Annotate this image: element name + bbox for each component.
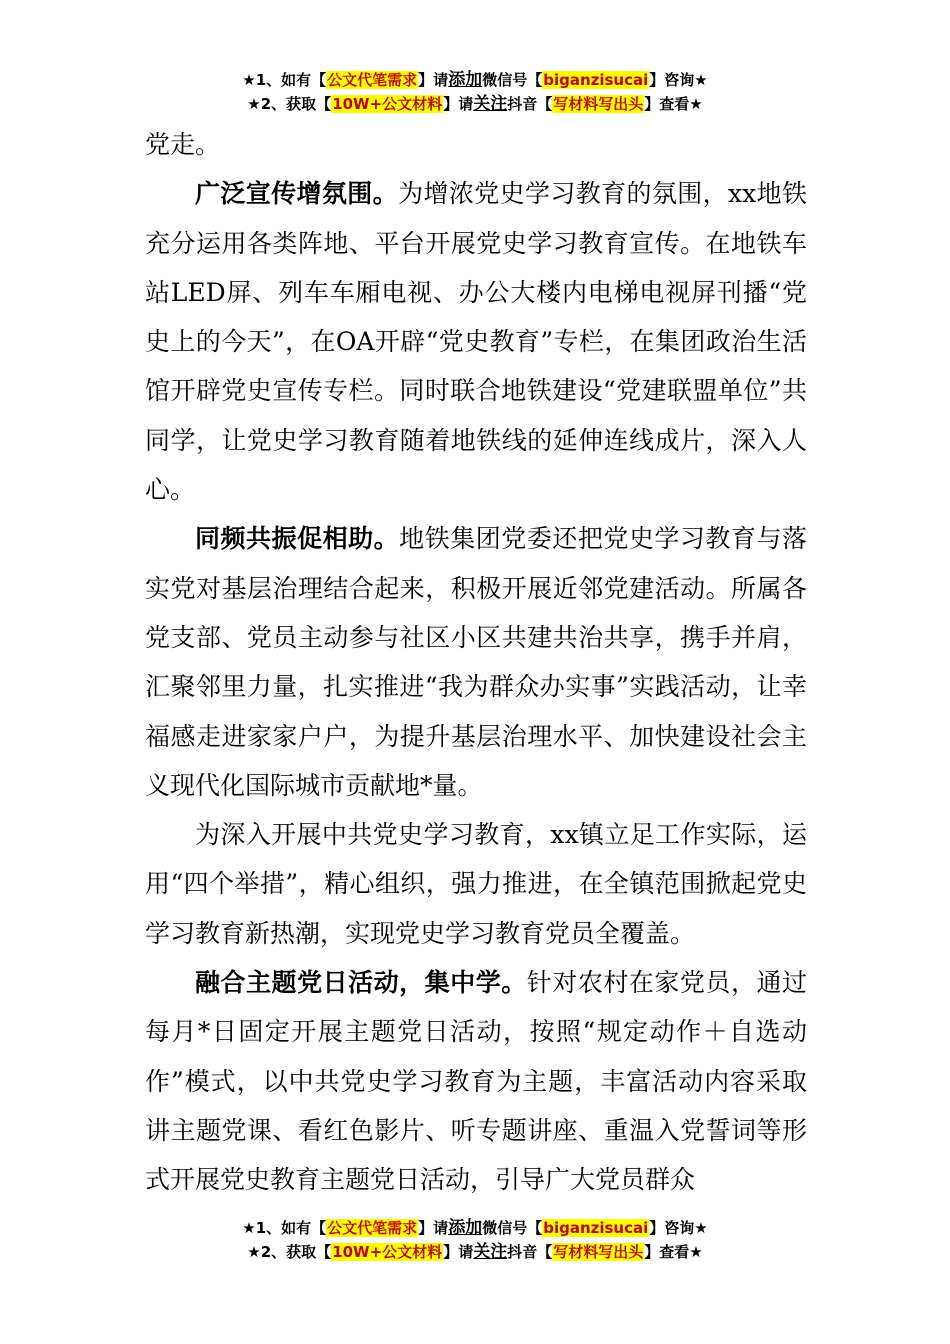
paragraph-resonance: 同频共振促相助。地铁集团党委还把党史学习教育与落实党对基层治理结合起来，积极开展近邻党建活动。所属各党支部、党员主动参与社区小区共建共治共享，携手并肩，汇聚邻里力量，扎实推进“我为群众办实事”实践活动，让幸福感走进家家户户，为提升基层治理水平、加快建设社会主义现代化国际城市贡献地*量。 — [145, 524, 807, 800]
banner-line-2: ★2、获取【10W+公文材料】请关注抖音【写材料写出头】查看★ — [247, 1242, 703, 1262]
paragraph-lead: 同频共振促相助。 — [195, 524, 400, 554]
highlight-douyin: 写材料写出头 — [553, 1243, 644, 1261]
highlight-ghostwriting: 公文代笔需求 — [327, 71, 418, 89]
highlight-douyin: 写材料写出头 — [553, 95, 644, 113]
highlight-materials: 10W+公文材料 — [332, 1243, 443, 1261]
paragraph-lead: 融合主题党日活动，集中学。 — [195, 968, 527, 998]
paragraph-party-day: 融合主题党日活动，集中学。针对农村在家党员，通过每月*日固定开展主题党日活动，按照“规定动作＋自选动作”模式，以中共党史学习教育为主题，丰富活动内容采取讲主题党课、看红色影片、听专题讲座、重温入党誓词等形式开展党史教育主题党日活动，引导广大党员群众 — [145, 968, 807, 1195]
paragraph-continuation: 党走。 — [145, 130, 221, 159]
paragraph-town-intro: 为深入开展中共党史学习教育，xx镇立足工作实际，运用“四个举措”，精心组织，强力推进，在全镇范围掀起党史学习教育新热潮，实现党史学习教育党员全覆盖。 — [145, 820, 807, 948]
document-body — [145, 120, 807, 1205]
banner-line-2: ★2、获取【10W+公文材料】请关注抖音【写材料写出头】查看★ — [247, 94, 703, 114]
highlight-wechat-id: biganzisucai — [543, 1219, 649, 1237]
highlight-ghostwriting: 公文代笔需求 — [327, 1219, 418, 1237]
highlight-wechat-id: biganzisucai — [543, 71, 649, 89]
highlight-materials: 10W+公文材料 — [332, 95, 443, 113]
paragraph-publicity: 广泛宣传增氛围。为增浓党史学习教育的氛围，xx地铁充分运用各类阵地、平台开展党史学习教育宣传。在地铁车站LED屏、列车车厢电视、办公大楼内电梯电视屏刊播“党史上的今天”，在OA开辟“党史教育”专栏，在集团政治生活馆开辟党史宣传专栏。同时联合地铁建设“党建联盟单位”共同学，让党史学习教育随着地铁线的延伸连线成片，深入人心。 — [145, 179, 807, 505]
paragraph-lead: 广泛宣传增氛围。 — [195, 179, 399, 209]
banner-line-1: ★1、如有【公文代笔需求】请添加微信号【biganzisucai】咨询★ — [242, 70, 708, 90]
footer-banner — [0, 1216, 950, 1264]
header-banner — [0, 68, 950, 116]
banner-line-1: ★1、如有【公文代笔需求】请添加微信号【biganzisucai】咨询★ — [242, 1218, 708, 1238]
